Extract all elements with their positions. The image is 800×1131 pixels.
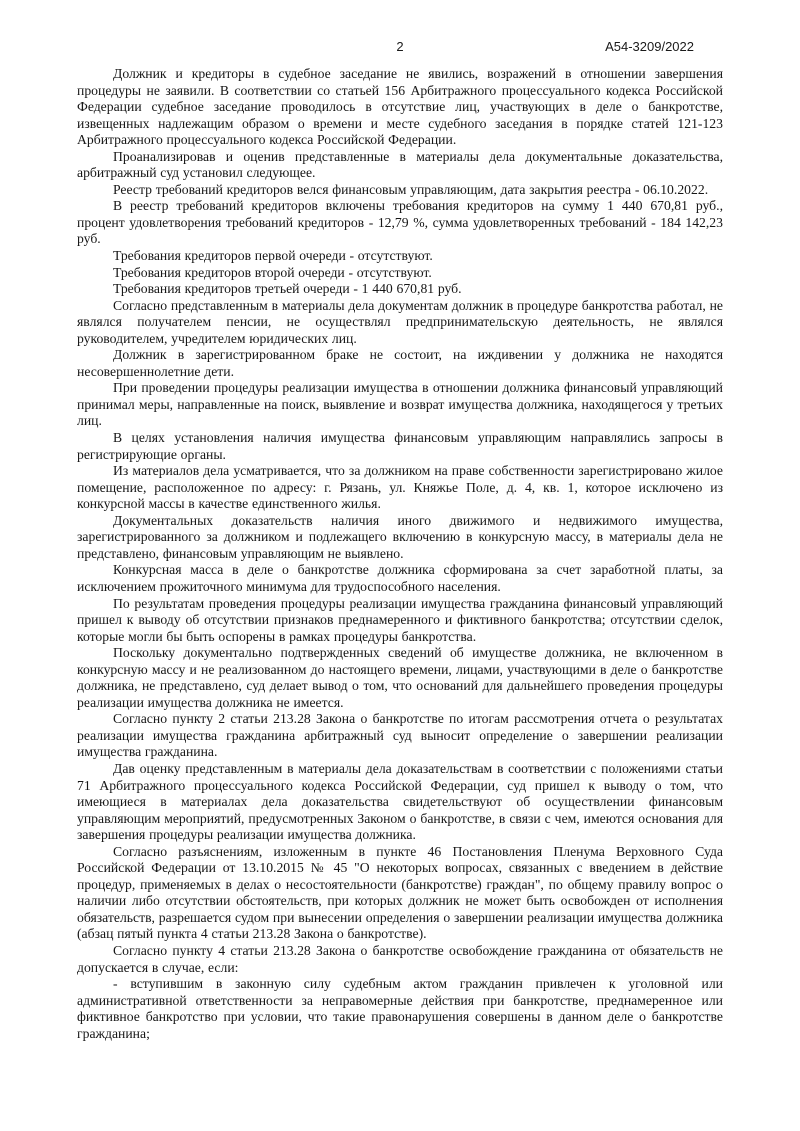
paragraph: Согласно разъяснениям, изложенным в пункте 46 Постановления Пленума Верховного Суда Российской Федерации от 13.10.2015 № 45 "О некоторых вопросах, связанных с введением в действие процедур, применяемых в делах о несостоятельности (банкротстве) граждан", по общему правилу вопрос о наличии либо отсутствии обстоятельств, при которых должник не может быть освобожден от исполнения обязательств, разрешается судом при вынесении определения о завершении реализации имущества должника (абзац пятый пункта 4 статьи 213.28 Закона о банкротстве). [77,843,723,942]
paragraph: Согласно представленным в материалы дела документам должник в процедуре банкротства работал, не являлся получателем пенсии, не осуществлял предпринимательскую деятельность, не являлся руководителем, учредителем юридических лиц. [77,297,723,346]
paragraph: Согласно пункту 4 статьи 213.28 Закона о банкротстве освобождение гражданина от обязательств не допускается в случае, если: [77,942,723,975]
paragraph: При проведении процедуры реализации имущества в отношении должника финансовый управляющий принимал меры, направленные на поиск, выявление и возврат имущества должника, находящегося у третьих лиц. [77,380,723,429]
paragraph: Требования кредиторов третьей очереди - 1 440 670,81 руб. [113,281,462,297]
paragraph: В реестр требований кредиторов включены требования кредиторов на сумму 1 440 670,81 руб., процент удовлетворения требований кредиторов - 12,79 %, сумма удовлетворенных требований - 184 142,23 руб. [77,198,723,247]
paragraph: По результатам проведения процедуры реализации имущества гражданина финансовый управляющий пришел к выводу об отсутствии признаков преднамеренного и фиктивного банкротства; отсутствии сделок, которые могли бы быть оспорены в рамках процедуры банкротства. [77,595,723,644]
page-number: 2 [396,39,404,54]
paragraph: Требования кредиторов первой очереди - отсутствуют. [113,248,433,264]
paragraph: Поскольку документально подтвержденных сведений об имуществе должника, не включенном в конкурсную массу и не реализованном до настоящего времени, лицами, участвующими в деле о банкротстве должника, не представлено, суд делает вывод о том, что оснований для дальнейшего проведения процедуры реализации имущества должника не имеется. [77,645,723,710]
case-number: А54-3209/2022 [605,39,694,54]
paragraph: Конкурсная масса в деле о банкротстве должника сформирована за счет заработной платы, за исключением прожиточного минимума для трудоспособного населения. [77,562,723,594]
paragraph: Документальных доказательств наличия иного движимого и недвижимого имущества, зарегистрированного за должником и подлежащего включению в конкурсную массу, в материалы дела не представлено, финансовым управляющим не выявлено. [77,512,723,561]
paragraph: Из материалов дела усматривается, что за должником на праве собственности зарегистрировано жилое помещение, расположенное по адресу: г. Рязань, ул. Княжье Поле, д. 4, кв. 1, которое исключено из конкурсной массы в качестве единственного жилья. [77,463,723,512]
paragraph: В целях установления наличия имущества финансовым управляющим направлялись запросы в регистрирующие органы. [77,430,723,462]
paragraph: Реестр требований кредиторов велся финансовым управляющим, дата закрытия реестра - 06.10.2022. [113,181,709,197]
paragraph: - вступившим в законную силу судебным актом гражданин привлечен к уголовной или административной ответственности за неправомерные действия при банкротстве, преднамеренное или фиктивное банкротство при условии, что такие правонарушения совершены в данном деле о банкротстве гражданина; [77,976,723,1041]
paragraph: Согласно пункту 2 статьи 213.28 Закона о банкротстве по итогам рассмотрения отчета о результатах реализации имущества гражданина арбитражный суд выносит определение о завершении реализации имущества гражданина. [77,711,723,760]
paragraph: Дав оценку представленным в материалы дела доказательствам в соответствии с положениями статьи 71 Арбитражного процессуального кодекса Российской Федерации, суд пришел к выводу о том, что имеющиеся в материалах дела доказательства свидетельствуют об осуществлении финансовым управляющим мероприятий, предусмотренных Законом о банкротстве, в связи с чем, имеются основания для завершения процедуры реализации имущества должника. [77,760,723,843]
paragraph: Должник в зарегистрированном браке не состоит, на иждивении у должника не находятся несовершеннолетние дети. [77,347,723,379]
paragraph: Должник и кредиторы в судебное заседание не явились, возражений в отношении завершения процедуры не заявили. В соответствии со статьей 156 Арбитражного процессуального кодекса Российской Федерации судебное заседание проводилось в отсутствие лиц, участвующих в деле о банкротстве, извещенных надлежащим образом о времени и месте судебного заседания в порядке статей 121-123 Арбитражного процессуального кодекса Российской Федерации. [77,66,723,148]
document-body [77,66,723,1042]
paragraph: Требования кредиторов второй очереди - отсутствуют. [113,264,432,280]
paragraph: Проанализировав и оценив представленные в материалы дела документальные доказательства, арбитражный суд установил следующее. [77,148,723,181]
